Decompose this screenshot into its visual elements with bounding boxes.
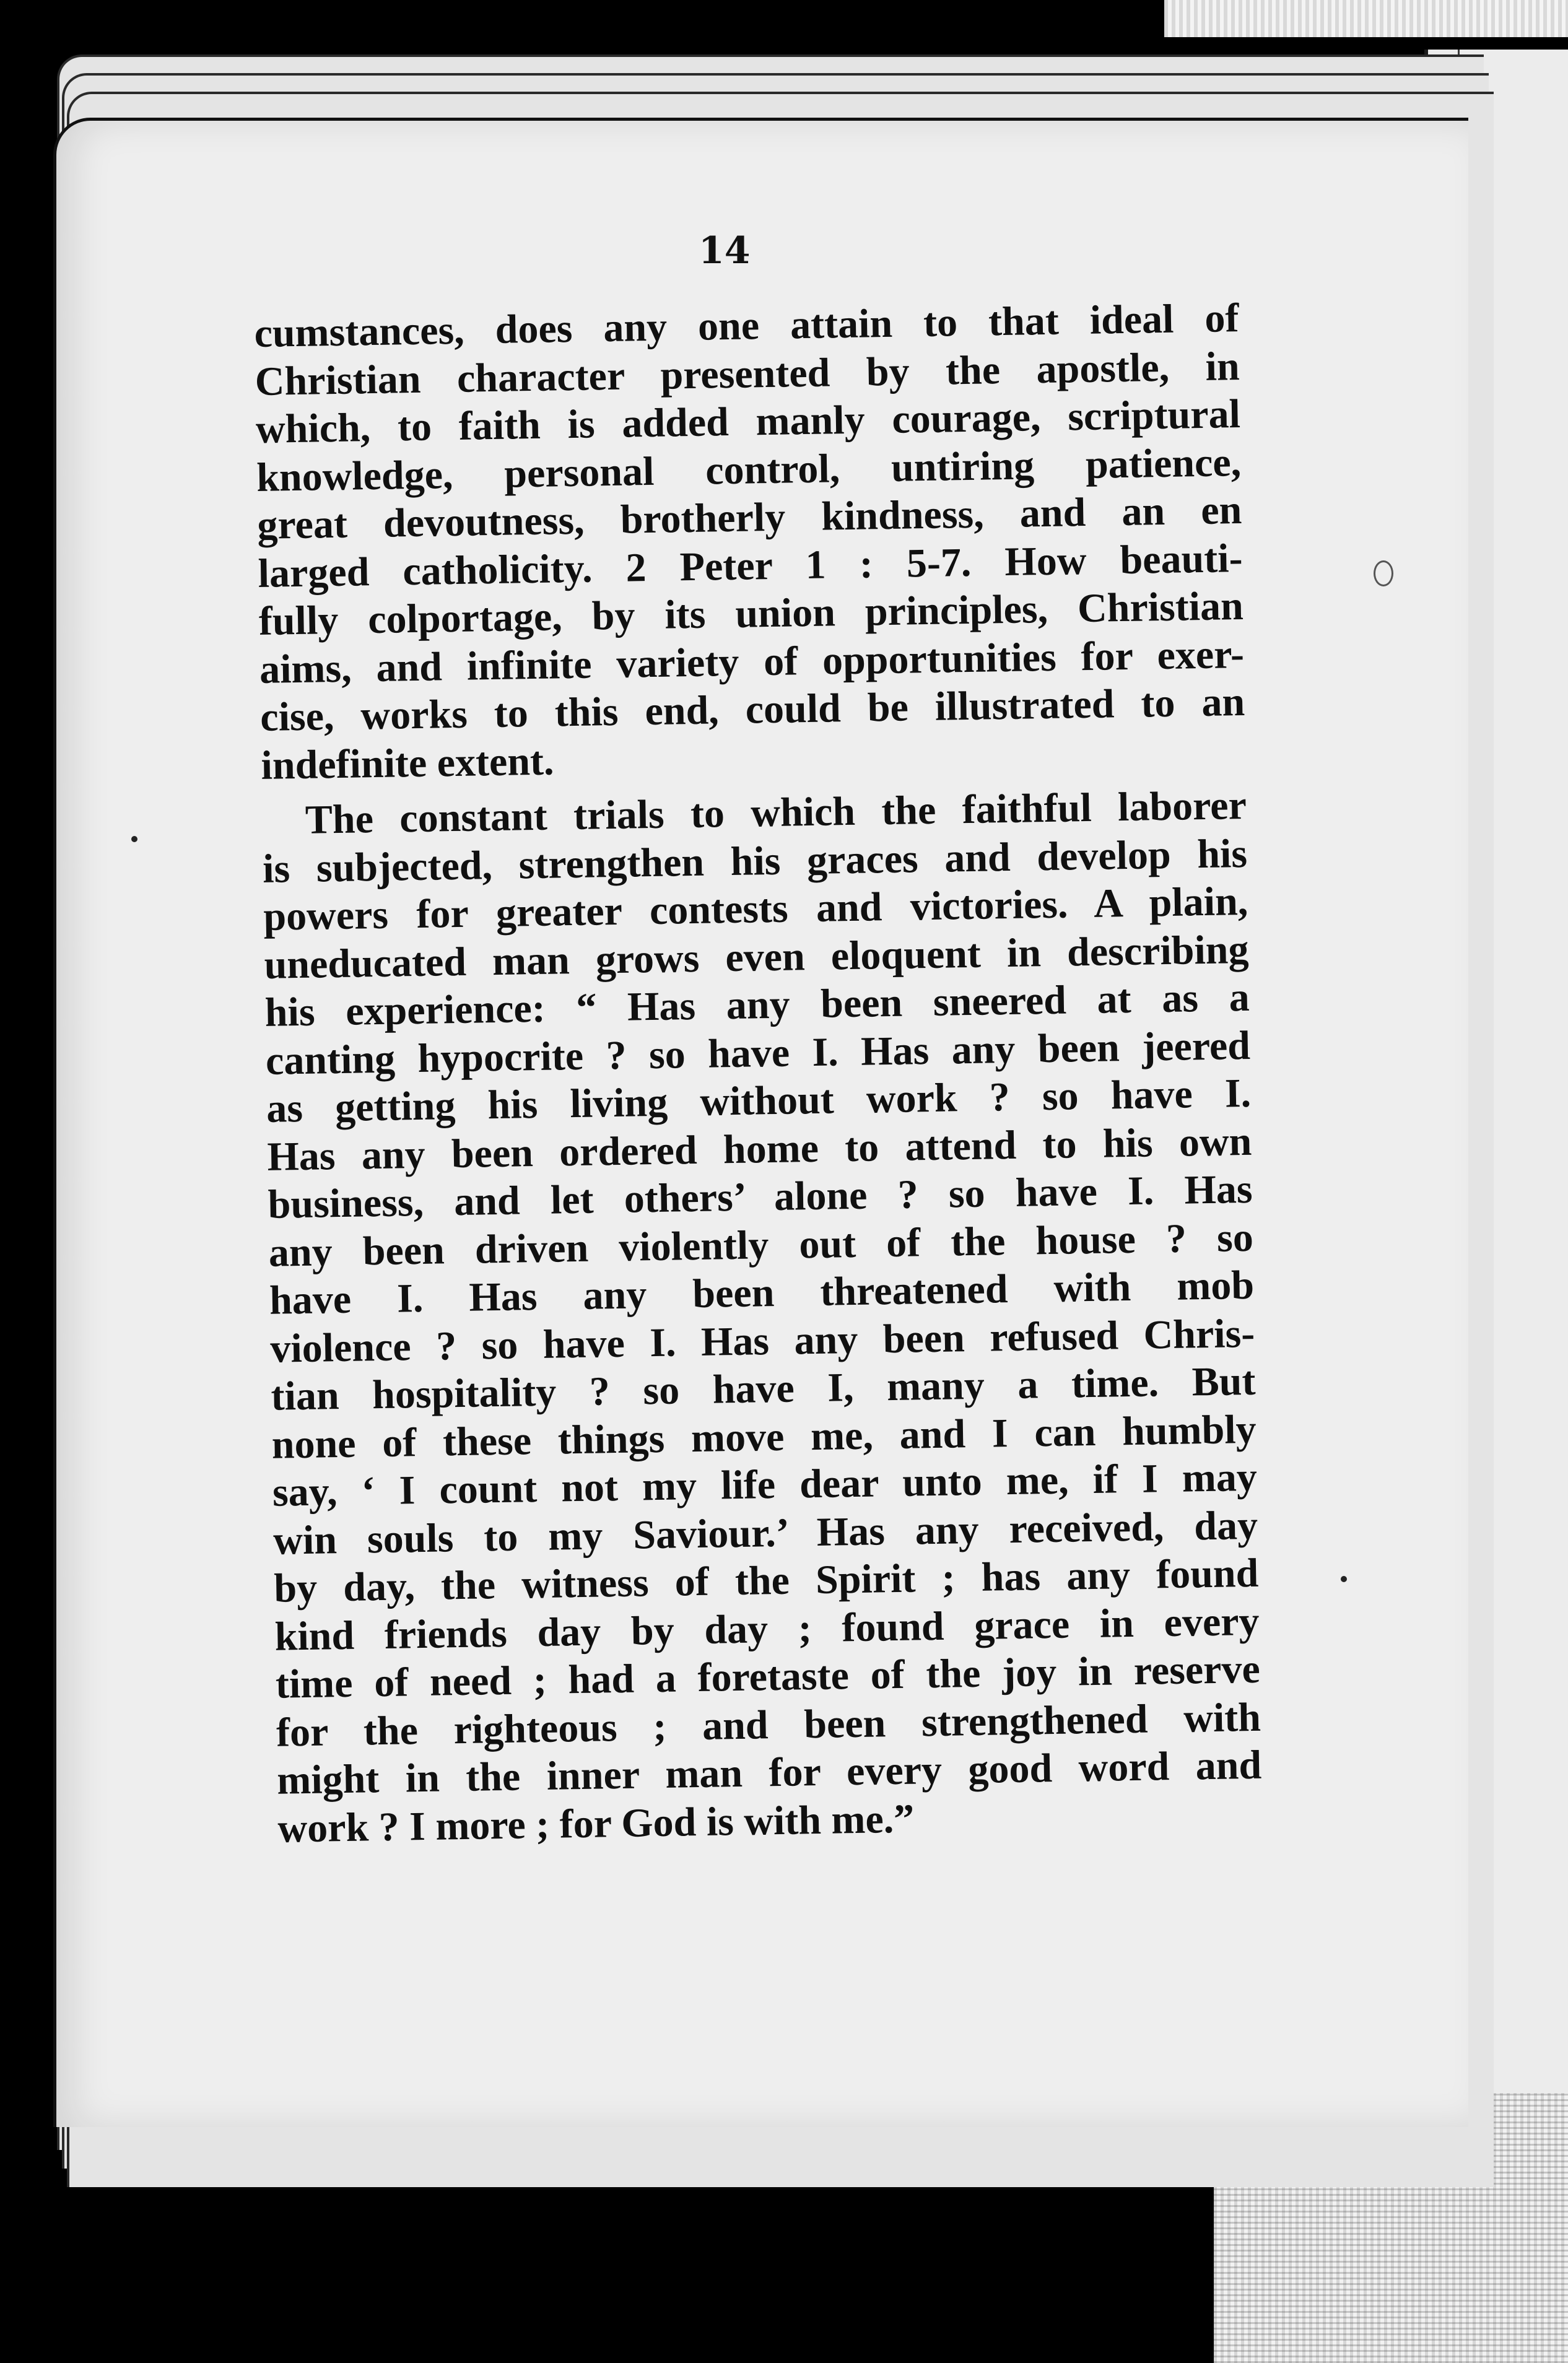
text-line: which, to faith is added manly courage, scriptural (255, 391, 1241, 452)
text-line: larged catholicity. 2 Peter 1 : 5-7. How beauti- (258, 535, 1244, 596)
text-line: work ? I more ; for God is with me.” (277, 1796, 915, 1852)
page-number: 14 (699, 229, 751, 272)
text-line: powers for greater contests and victories. A plain, (263, 878, 1248, 939)
paragraph (254, 294, 1246, 790)
dust-speck (131, 836, 137, 842)
dust-speck (1341, 1576, 1347, 1582)
text-line: is subjected, strengthen his graces and develop his (262, 830, 1248, 892)
page-mark (1374, 560, 1393, 586)
text-line: kind friends day by day ; found grace in every (274, 1598, 1260, 1660)
text-line: say, ‘ I count not my life dear unto me, if I may (272, 1454, 1258, 1515)
text-line: business, and let others’ alone ? so have I. Has (268, 1166, 1253, 1227)
text-line: uneducated man grows even eloquent in describing (264, 926, 1249, 988)
text-line: his experience: “ Has any been sneered at as a (264, 974, 1250, 1035)
text-line: great devoutness, brotherly kindness, and an en (256, 487, 1242, 548)
text-line: none of these things move me, and I can humbly (271, 1406, 1257, 1468)
text-line: as getting his living without work ? so have I. (266, 1070, 1252, 1131)
text-line: tian hospitality ? so have I, many a time. But (271, 1358, 1256, 1419)
text-line: cumstances, does any one attain to that ideal of (254, 295, 1239, 356)
text-line: any been driven violently out of the house ? so (268, 1214, 1254, 1276)
text-line: win souls to my Saviour.’ Has any received, day (272, 1502, 1258, 1564)
text-line: Has any been ordered home to attend to his own (266, 1118, 1252, 1180)
text-line: aims, and infinite variety of opportunities for exer- (259, 631, 1245, 692)
text-line: cise, works to this end, could be illustrated to an (259, 679, 1245, 740)
paragraph (261, 781, 1263, 1853)
text-line: fully colportage, by its union principles, Christian (258, 583, 1244, 644)
text-line: have I. Has any been threatened with mob (269, 1262, 1255, 1323)
text-line: for the righteous ; and been strengthened with (276, 1694, 1261, 1756)
text-line: indefinite extent. (260, 738, 555, 788)
text-line: violence ? so have I. Has any been refused Chris- (269, 1310, 1255, 1372)
text-line: canting hypocrite ? so have I. Has any been jeered (265, 1022, 1251, 1084)
text-line: Christian character presented by the apostle, in (255, 343, 1240, 404)
text-line: might in the inner man for every good word and (276, 1742, 1262, 1803)
text-line: time of need ; had a foretaste of the joy in reserve (275, 1646, 1261, 1707)
text-line: knowledge, personal control, untiring patience, (256, 439, 1242, 500)
page-body-text (254, 294, 1263, 1853)
text-line: by day, the witness of the Spirit ; has any found (273, 1550, 1259, 1611)
text-line: The constant trials to which the faithful laborer (305, 782, 1247, 843)
binding-cloth-top (1164, 0, 1568, 37)
